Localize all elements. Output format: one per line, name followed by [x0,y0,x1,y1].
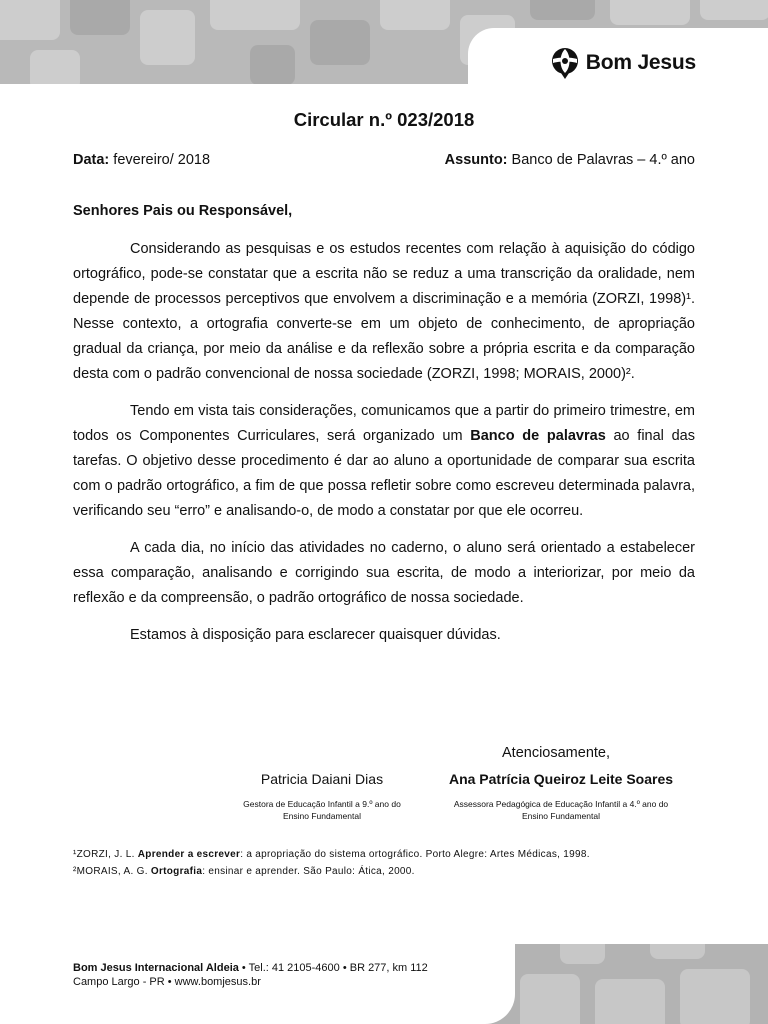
date-label: Data: [73,152,110,168]
greeting: Senhores Pais ou Responsável, [73,203,293,219]
paragraph-2-part-b: ao final das tarefas. O objetivo desse procedimento é dar ao aluno a oportunidade de comparar sua escrita com o padrão ortográfico, a fim de que possa refletir sobre como escreveu determinada palavra, verificando seu “erro” e analisando-o, de modo a constatar por que ele ocorreu. [73,428,695,519]
footnote-1-title: Aprender a escrever [137,849,241,860]
banco-de-palavras-emphasis: Banco de palavras [470,428,606,444]
paragraph-1: Considerando as pesquisas e os estudos recentes com relação à aquisição do código ortográfico, pode-se constatar que a escrita não se reduz a uma transcrição da oralidade, nem depende de processos perceptivos que envolvem a discriminação e a memória (ZORZI, 1998)¹. Nesse contexto, a ortografia converte-se em um objeto de conhecimento, de apropriação gradual da criança, por meio da análise e da reflexão sobre a própria escrita e da comparação desta com o padrão convencional de nossa sociedade (ZORZI, 1998; MORAIS, 2000)². [73,241,695,382]
signature-right-role-line-1: Assessora Pedagógica de Educação Infantil a 4.º ano do [453,799,669,809]
footer-contact: • Tel.: 41 2105-4600 • BR 277, km 112 [238,962,428,974]
paragraph-4: Estamos à disposição para esclarecer quaisquer dúvidas. [130,627,501,643]
logo-text: Bom Jesus [585,51,696,74]
bom-jesus-emblem-icon [550,46,580,80]
footnotes [73,846,590,880]
footer-org: Bom Jesus Internacional Aldeia [73,962,239,974]
subject-line [445,152,695,168]
signature-left-role-line-1: Gestora de Educação Infantil a 9.º ano do [243,799,401,809]
document-title: Circular n.º 023/2018 [293,109,475,130]
footnote-2-title: Ortografia [150,866,203,877]
signature-right-role [425,798,697,822]
footer-address-line-1 [73,962,428,974]
header-edge [0,84,768,94]
paragraph-3: A cada dia, no início das atividades no caderno, o aluno será orientado a estabelecer essa comparação, analisando e corrigindo sua escrita, de modo a interiorizar, por meio da reflexão e da compreensão, o padrão ortográfico de nossa sociedade. [73,540,695,606]
subject-label: Assunto: [444,152,508,168]
footnote-1 [73,846,590,863]
body-text [73,237,695,660]
footnote-1-pre: ¹ZORZI, J. L. [73,849,138,860]
signature-right-role-line-2: Ensino Fundamental [522,811,600,821]
footnote-2-post: : ensinar e aprender. São Paulo: Ática, 2000. [202,866,415,877]
footnote-1-post: : a apropriação do sistema ortográfico. Porto Alegre: Artes Médicas, 1998. [240,849,590,860]
paragraph-2-part-a: Tendo em vista tais considerações, comunicamos que a partir do primeiro trimestre, em todos os Componentes Curriculares, será organizado um [73,403,695,444]
signature-left-role [222,798,422,822]
subject-value: Banco de Palavras – 4.º ano [511,152,695,168]
date-value: fevereiro/ 2018 [113,152,211,168]
closing: Atenciosamente, [502,745,611,761]
footnote-2-pre: ²MORAIS, A. G. [73,866,151,877]
signature-left-role-line-2: Ensino Fundamental [283,811,361,821]
signature-left-name: Patricia Daiani Dias [260,771,384,787]
footer-address-line-2: Campo Largo - PR • www.bomjesus.br [73,976,261,988]
paragraph-2 [73,399,695,524]
date-line [73,152,210,168]
signature-right-name: Ana Patrícia Queiroz Leite Soares [448,771,674,787]
logo [550,46,696,80]
footnote-2 [73,863,590,880]
